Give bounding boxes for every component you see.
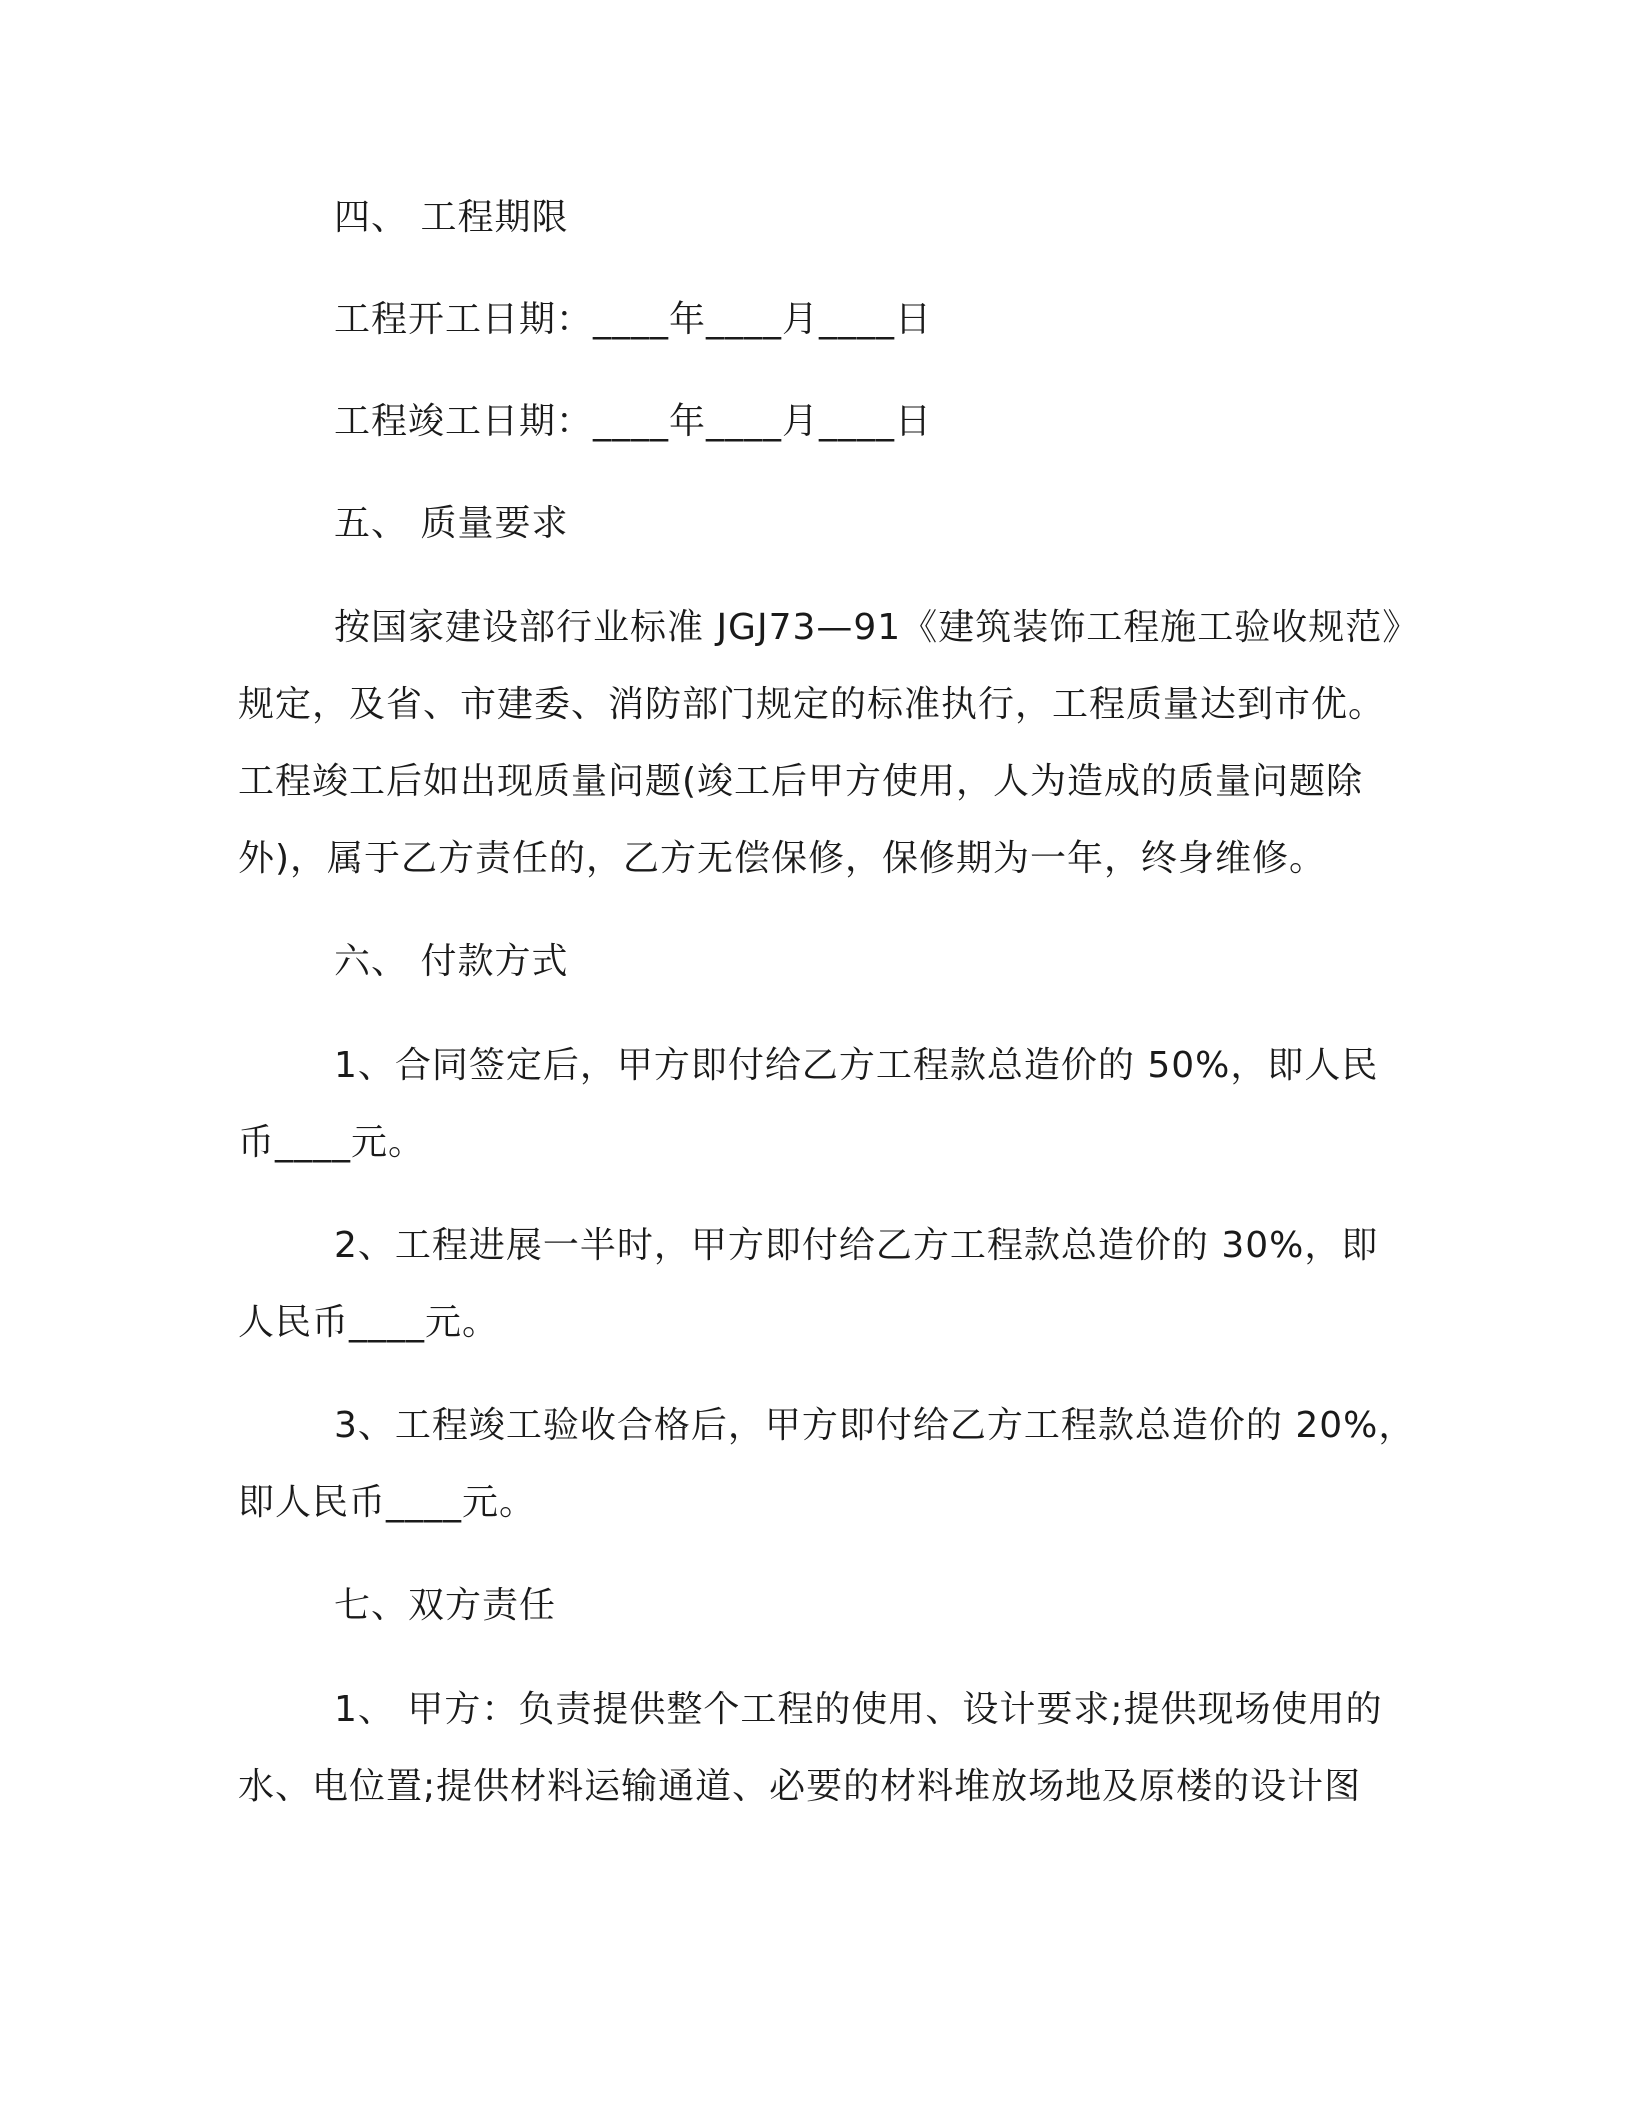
responsibility-item-1-line-2: 水、电位置;提供材料运输通道、必要的材料堆放场地及原楼的设计图 xyxy=(238,1766,1362,1807)
quality-paragraph-line-4: 外)，属于乙方责任的，乙方无偿保修，保修期为一年，终身维修。 xyxy=(238,838,1327,879)
quality-paragraph-line-2: 规定，及省、市建委、消防部门规定的标准执行，工程质量达到市优。 xyxy=(238,684,1386,725)
section-heading-7: 七、双方责任 xyxy=(334,1585,557,1626)
payment-item-1-line-1: 1、合同签定后，甲方即付给乙方工程款总造价的 50%，即人民 xyxy=(334,1045,1379,1086)
quality-paragraph-line-3: 工程竣工后如出现质量问题(竣工后甲方使用，人为造成的质量问题除 xyxy=(238,761,1364,802)
quality-paragraph-line-1: 按国家建设部行业标准 JGJ73—91《建筑装饰工程施工验收规范》 xyxy=(334,607,1420,648)
payment-item-2-line-1: 2、工程进展一半时，甲方即付给乙方工程款总造价的 30%，即 xyxy=(334,1225,1379,1266)
section-heading-6: 六、 付款方式 xyxy=(334,941,569,982)
section-heading-5: 五、 质量要求 xyxy=(334,503,569,544)
payment-item-3-line-2: 即人民币____元。 xyxy=(238,1482,537,1523)
section-heading-4: 四、 工程期限 xyxy=(334,197,569,238)
responsibility-item-1-line-1: 1、 甲方：负责提供整个工程的使用、设计要求;提供现场使用的 xyxy=(334,1689,1383,1730)
completion-date-line: 工程竣工日期：____年____月____日 xyxy=(334,401,933,442)
payment-item-3-line-1: 3、工程竣工验收合格后，甲方即付给乙方工程款总造价的 20%， xyxy=(334,1405,1416,1446)
payment-item-2-line-2: 人民币____元。 xyxy=(238,1302,500,1343)
payment-item-1-line-2: 币____元。 xyxy=(238,1122,426,1163)
start-date-line: 工程开工日期：____年____月____日 xyxy=(334,299,933,340)
